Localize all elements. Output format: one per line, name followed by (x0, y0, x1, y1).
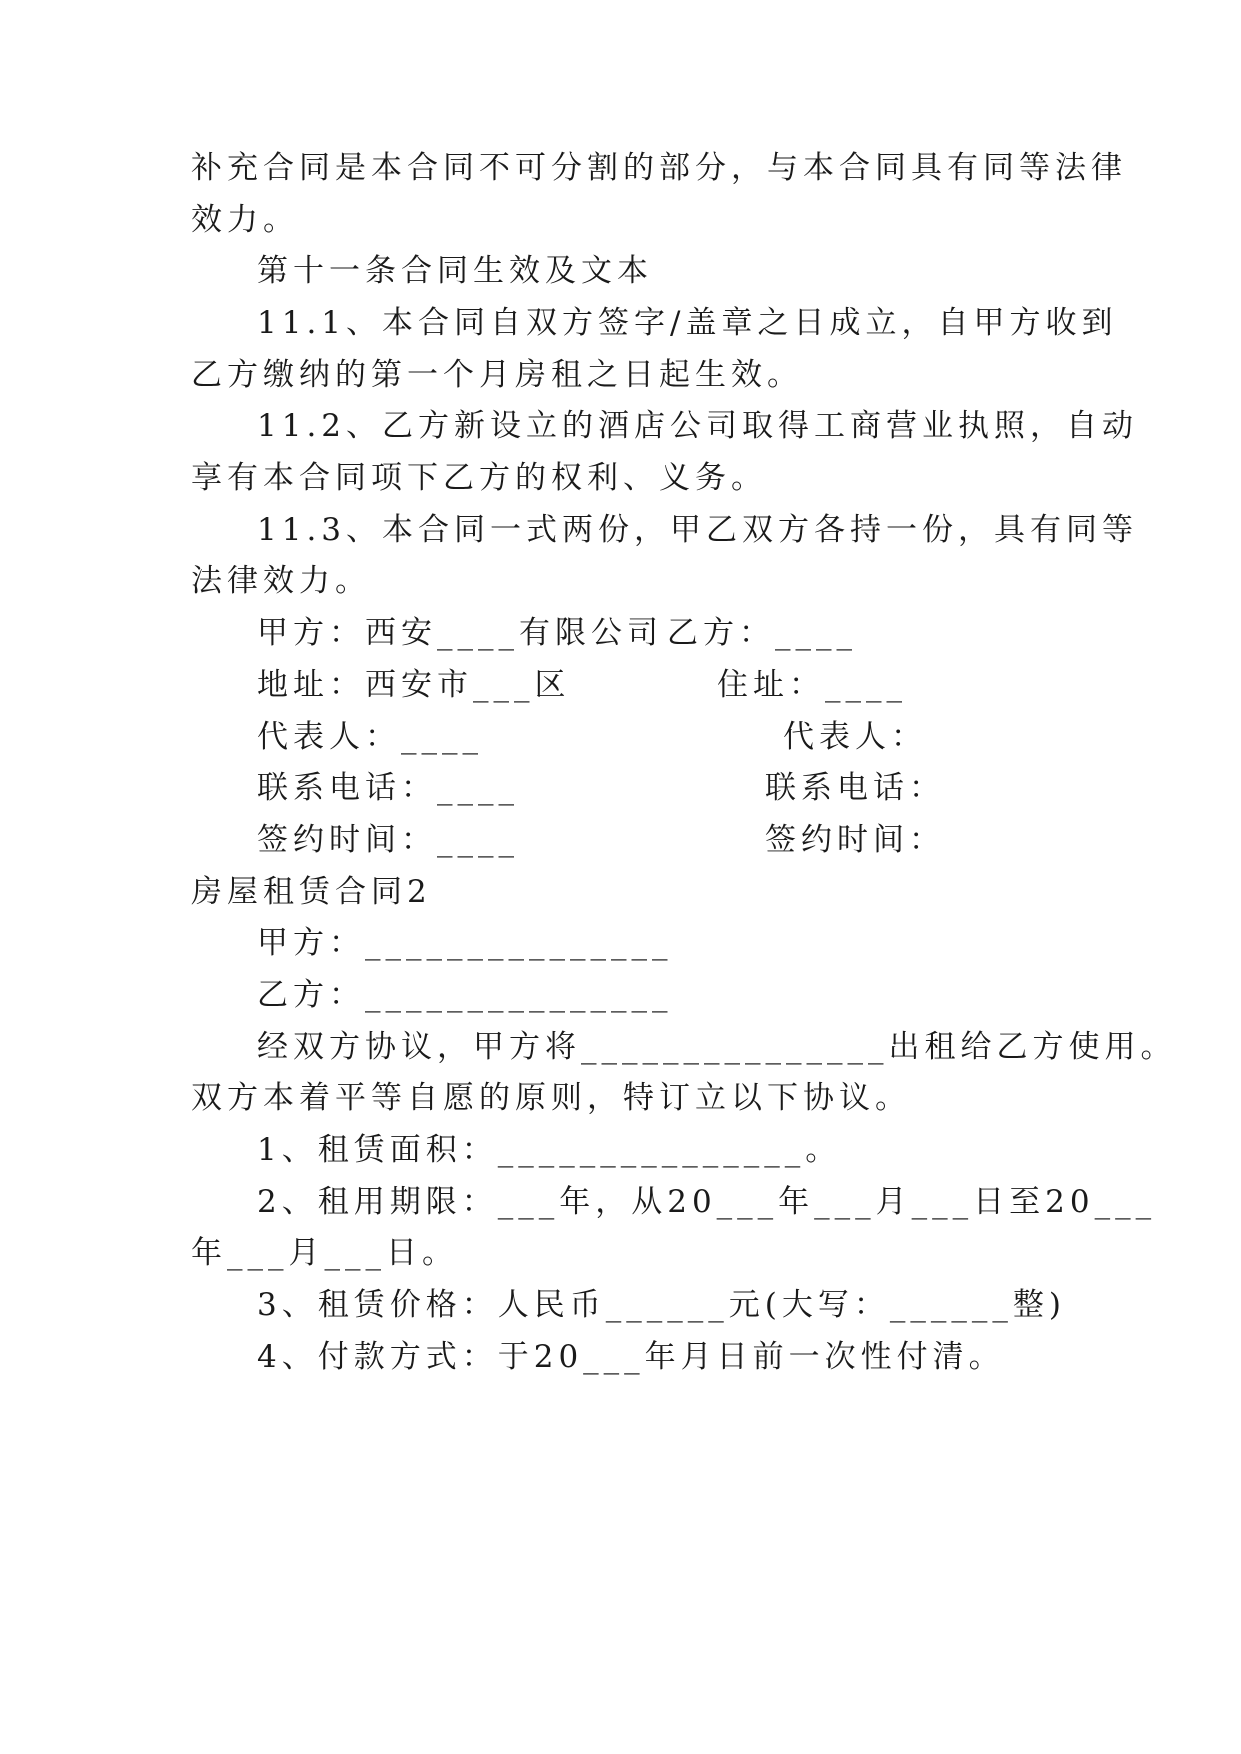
party-b-sign-date: 签约时间： (765, 822, 945, 858)
contract-2-title: 房屋租赁合同2 (191, 874, 432, 910)
party-b-address: 住址：____ (717, 667, 907, 703)
contract-2-intro-continued: 双方本着平等自愿的原则，特订立以下协议。 (191, 1080, 911, 1116)
clause-11-3: 11.3、本合同一式两份，甲乙双方各持一份，具有同等 (257, 512, 1139, 548)
paragraph-line: 补充合同是本合同不可分割的部分，与本合同具有同等法律 (191, 150, 1127, 186)
party-b-name: 乙方：____ (667, 615, 857, 651)
contract-2-item-3: 3、租赁价格：人民币______元(大写：______整) (257, 1287, 1066, 1323)
contract-2-item-2-continued: 年___月___日。 (191, 1235, 458, 1271)
party-a-phone: 联系电话：____ (257, 770, 519, 806)
paragraph-line: 效力。 (191, 202, 299, 238)
paragraph-line: 法律效力。 (191, 563, 371, 599)
party-a-representative: 代表人：____ (257, 719, 483, 755)
clause-11-1: 11.1、本合同自双方签字/盖章之日成立，自甲方收到 (257, 305, 1118, 341)
party-a-address: 地址：西安市___区 (257, 667, 571, 703)
paragraph-line: 享有本合同项下乙方的权利、义务。 (191, 460, 767, 496)
contract-2-party-a: 甲方：_______________ (257, 925, 673, 961)
contract-2-item-4: 4、付款方式：于20___年月日前一次性付清。 (257, 1339, 1005, 1375)
contract-2-item-1: 1、租赁面积：_______________。 (257, 1132, 842, 1168)
clause-11-2: 11.2、乙方新设立的酒店公司取得工商营业执照，自动 (257, 408, 1139, 444)
contract-2-intro: 经双方协议，甲方将_______________出租给乙方使用。 (257, 1029, 1177, 1065)
party-a-name: 甲方：西安____有限公司 (257, 615, 663, 651)
party-b-phone: 联系电话： (765, 770, 945, 806)
paragraph-line: 乙方缴纳的第一个月房租之日起生效。 (191, 357, 803, 393)
party-b-representative: 代表人： (783, 719, 927, 755)
section-heading: 第十一条合同生效及文本 (257, 253, 653, 289)
contract-2-item-2: 2、租用期限：___年，从20___年___月___日至20___ (257, 1184, 1157, 1220)
party-a-sign-date: 签约时间：____ (257, 822, 519, 858)
contract-2-party-b: 乙方：_______________ (257, 977, 673, 1013)
